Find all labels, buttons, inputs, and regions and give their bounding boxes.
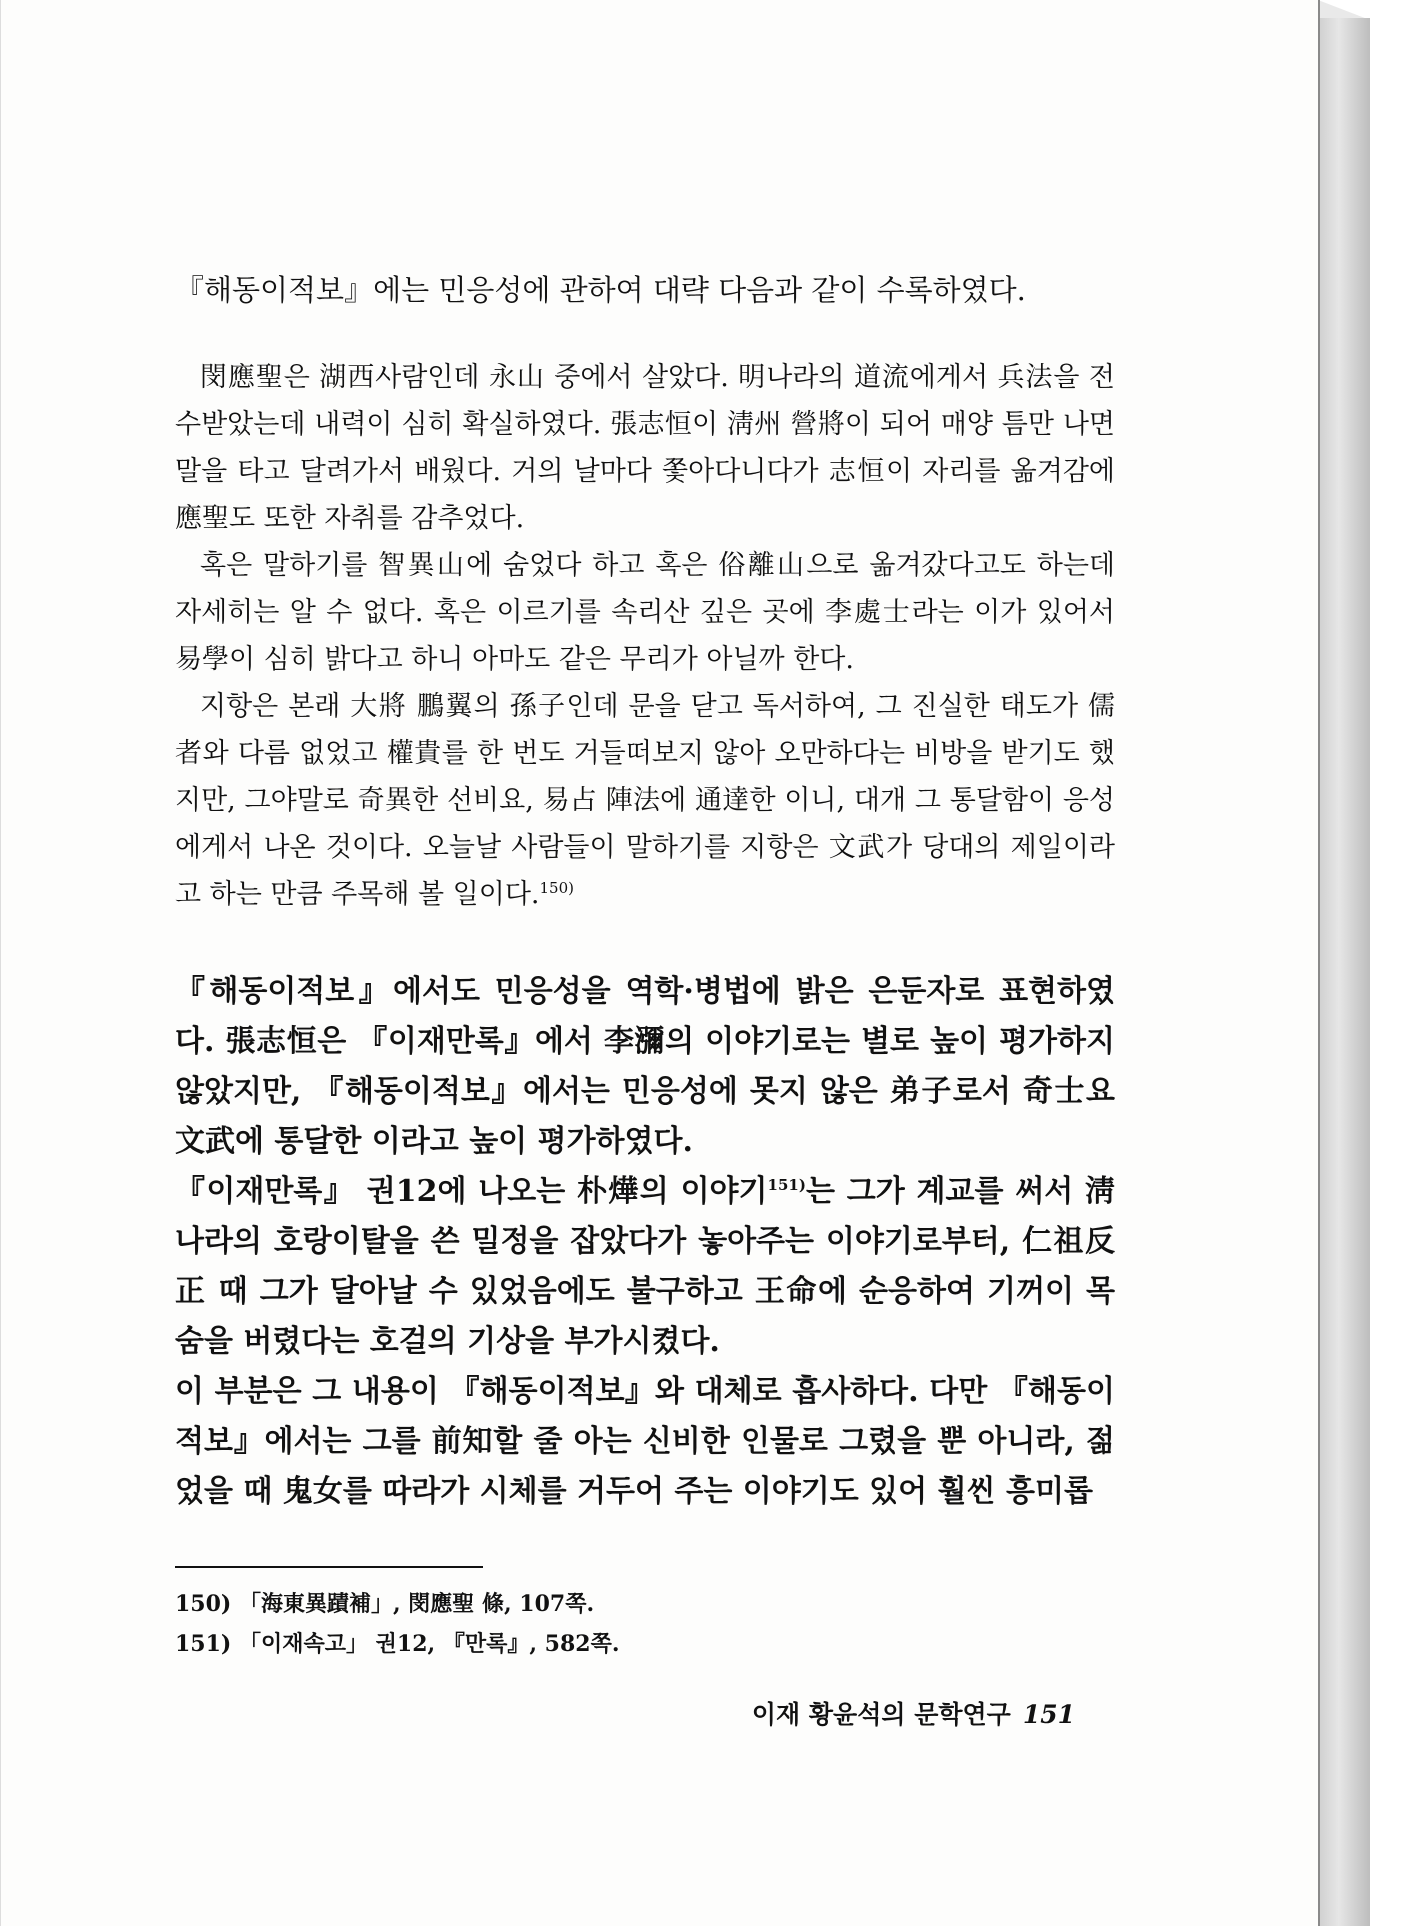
- footnotes: [175, 1584, 1075, 1664]
- quote-paragraph-2: 혹은 말하기를 智異山에 숨었다 하고 혹은 俗離山으로 옮겨갔다고도 하는데 자세히는 알 수 없다. 혹은 이르기를 속리산 깊은 곳에 李處士라는 이가 있어서 易學이 심히 밝다고 하니 아마도 같은 무리가 아닐까 한다.: [175, 550, 1115, 675]
- block-quote: [175, 354, 1115, 918]
- running-title: 이재 황윤석의 문학연구: [751, 1700, 1011, 1729]
- footnote-ref-151: 151): [767, 1176, 806, 1194]
- footnote-150: 150) 「海東異蹟補」, 閔應聖 條, 107쪽.: [175, 1591, 595, 1617]
- body-paragraph-3: 이 부분은 그 내용이 『해동이적보』와 대체로 흡사하다. 다만 『해동이적보』에서는 그를 前知할 줄 아는 신비한 인물로 그렸을 뿐 아니라, 젊었을 때 鬼女를 따라가 시체를 거두어 주는 이야기도 있어 훨씬 흥미롭: [175, 1374, 1115, 1509]
- page-body: [175, 268, 1115, 1517]
- quote-paragraph-3: [175, 683, 1115, 918]
- page-edge-line: [1318, 0, 1320, 1926]
- body-paragraph-2-start: 『이재만록』 권12에 나오는 朴燁의 이야기: [175, 1174, 768, 1209]
- quote-paragraph-3-text: 지항은 본래 大將 鵬翼의 孫子인데 문을 닫고 독서하여, 그 진실한 태도가 儒者와 다름 없었고 權貴를 한 번도 거들떠보지 않아 오만하다는 비방을 받기도 했지만, 그야말로 奇異한 선비요, 易占 陣法에 通達한 이니, 대개 그 통달함이 응성에게서 나온 것이다. 오늘날 사람들이 말하기를 지항은 文武가 당대의 제일이라고 하는 만큼 주목해 볼 일이다.: [175, 691, 1115, 910]
- footnote-ref-150: 150): [539, 879, 574, 897]
- page-stack-edge: [1318, 18, 1370, 1926]
- page-number: 151: [1022, 1700, 1075, 1729]
- running-footer: [745, 1695, 1075, 1731]
- body-paragraph-2-end: 는 그가 계교를 써서 淸나라의 호랑이탈을 쓴 밀정을 잡았다가 놓아주는 이야기로부터, 仁祖反正 때 그가 달아날 수 있었음에도 불구하고 王命에 순응하여 기꺼이 목숨을 버렸다는 호걸의 기상을 부가시켰다.: [175, 1174, 1115, 1359]
- intro-paragraph: 『해동이적보』에는 민응성에 관하여 대략 다음과 같이 수록하였다.: [175, 273, 1026, 307]
- body-paragraph-2: [175, 1167, 1115, 1367]
- footnote-151: 151) 「이재속고」 권12, 『만록』, 582쪽.: [175, 1631, 620, 1657]
- quote-paragraph-1: 閔應聖은 湖西사람인데 永山 중에서 살았다. 明나라의 道流에게서 兵法을 전수받았는데 내력이 심히 확실하였다. 張志恒이 淸州 營將이 되어 매양 틈만 나면 말을 타고 달려가서 배웠다. 거의 날마다 쫓아다니다가 志恒이 자리를 옮겨감에 應聖도 또한 자취를 감추었다.: [175, 362, 1115, 534]
- body-text: [175, 967, 1115, 1517]
- page-stack-edge-top: [1318, 0, 1370, 20]
- footnote-divider: [175, 1566, 483, 1568]
- body-paragraph-1: 『해동이적보』에서도 민응성을 역학·병법에 밝은 은둔자로 표현하였다. 張志恒은 『이재만록』에서 李瀰의 이야기로는 별로 높이 평가하지 않았지만, 『해동이적보』에서는 민응성에 못지 않은 弟子로서 奇士요 文武에 통달한 이라고 높이 평가하였다.: [175, 974, 1115, 1159]
